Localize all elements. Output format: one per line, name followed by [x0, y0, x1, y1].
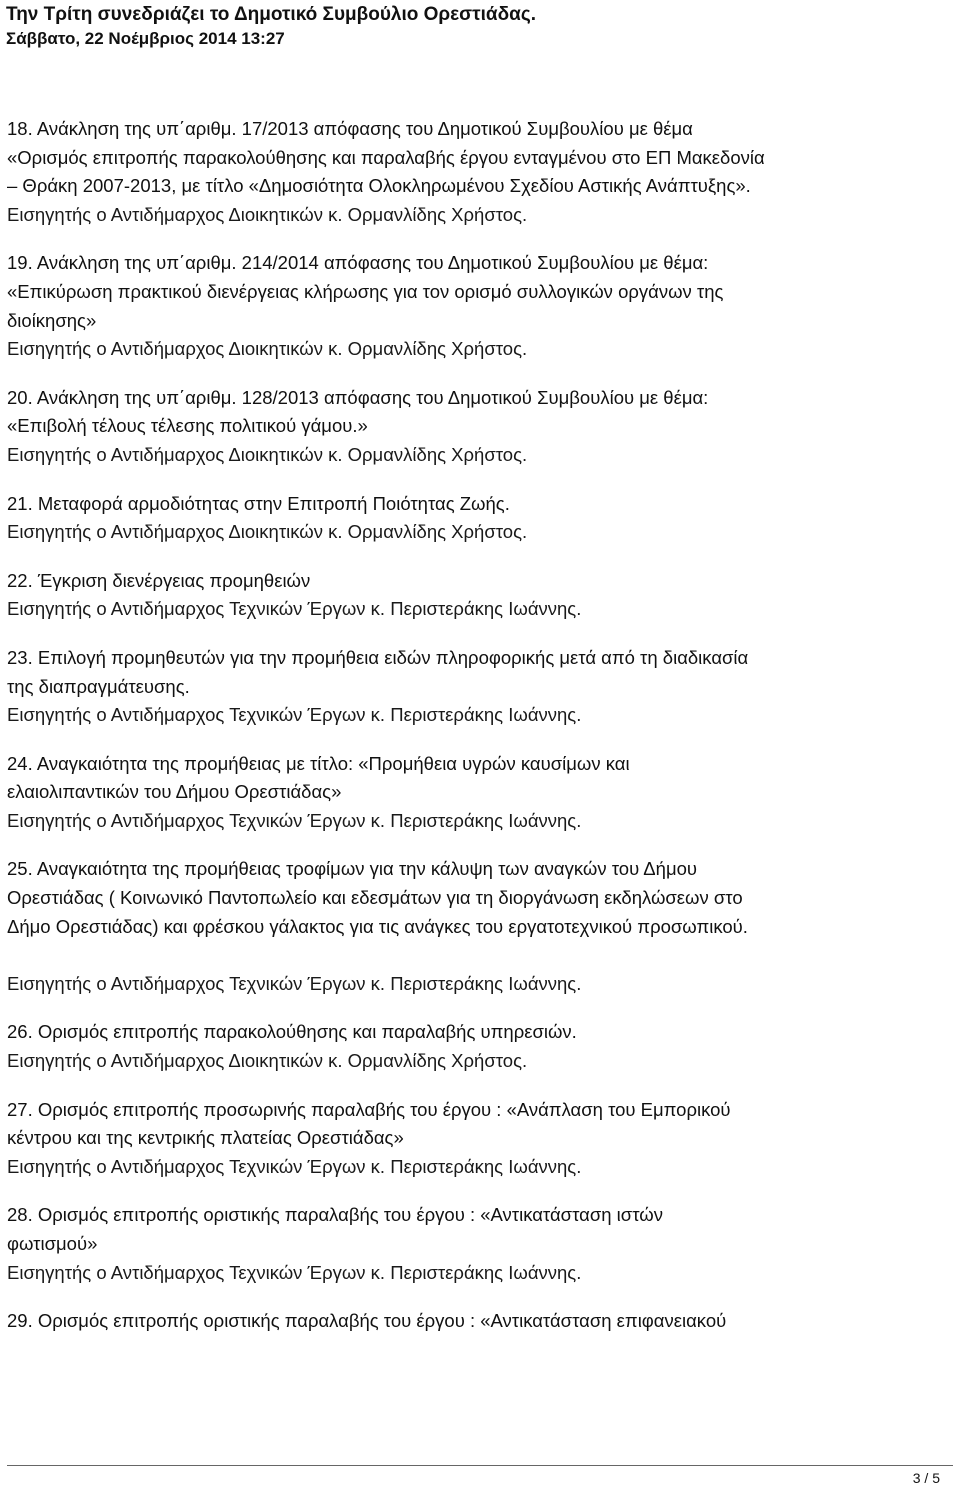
- agenda-item-text-line: 28. Ορισμός επιτροπής οριστικής παραλαβής του έργου : «Αντικατάσταση ιστών: [7, 1204, 663, 1226]
- agenda-item-text-line: 18. Ανάκληση της υπ΄αριθμ. 17/2013 απόφασης του Δημοτικού Συμβουλίου με θέμα: [7, 118, 693, 139]
- agenda-item-text-line: κέντρου και της κεντρικής πλατείας Ορεστιάδας»: [7, 1127, 404, 1149]
- agenda-item: [7, 1096, 953, 1182]
- agenda-item-text-line: 23. Επιλογή προμηθευτών για την προμήθεια ειδών πληροφορικής μετά από τη διαδικασία: [7, 646, 749, 668]
- agenda-item-text-line: [7, 941, 953, 970]
- agenda-item: [7, 115, 953, 229]
- agenda-item-text-line: Δήμο Ορεστιάδας) και φρέσκου γάλακτος για τις ανάγκες του εργατοτεχνικού προσωπικού.: [7, 915, 748, 937]
- agenda-item-rapporteur: Εισηγητής ο Αντιδήμαρχος Τεχνικών Έργων κ. Περιστεράκης Ιωάννης.: [7, 598, 582, 620]
- agenda-item: [7, 1018, 953, 1075]
- agenda-item-text-line: «Ορισμός επιτροπής παρακολούθησης και παραλαβής έργου ενταγμένου στο ΕΠ Μακεδονία: [7, 146, 765, 168]
- agenda-list: [7, 115, 953, 1356]
- agenda-item: [7, 1201, 953, 1287]
- agenda-item-text-line: 25. Αναγκαιότητα της προμήθειας τροφίμων για την κάλυψη των αναγκών του Δήμου: [7, 858, 698, 880]
- agenda-item-text-line: ελαιολιπαντικών του Δήμου Ορεστιάδας»: [7, 781, 342, 803]
- agenda-item: [7, 567, 953, 624]
- agenda-item-text-line: 29. Ορισμός επιτροπής οριστικής παραλαβής του έργου : «Αντικατάσταση επιφανειακού: [7, 1310, 727, 1332]
- agenda-item-rapporteur: Εισηγητής ο Αντιδήμαρχος Διοικητικών κ. Ορμανλίδης Χρήστος.: [7, 203, 528, 225]
- agenda-item-text-line: 26. Ορισμός επιτροπής παρακολούθησης και παραλαβής υπηρεσιών.: [7, 1021, 577, 1043]
- agenda-item-text-line: της διαπραγμάτευσης.: [7, 675, 190, 697]
- agenda-item: [7, 384, 953, 470]
- agenda-item-text-line: 20. Ανάκληση της υπ΄αριθμ. 128/2013 απόφασης του Δημοτικού Συμβουλίου με θέμα:: [7, 386, 709, 408]
- agenda-item-text-line: 27. Ορισμός επιτροπής προσωρινής παραλαβής του έργου : «Ανάπλαση του Εμπορικού: [7, 1098, 731, 1120]
- agenda-item-rapporteur: Εισηγητής ο Αντιδήμαρχος Τεχνικών Έργων κ. Περιστεράκης Ιωάννης.: [7, 704, 582, 726]
- agenda-item: [7, 644, 953, 730]
- agenda-item-rapporteur: Εισηγητής ο Αντιδήμαρχος Τεχνικών Έργων κ. Περιστεράκης Ιωάννης.: [7, 1155, 582, 1177]
- agenda-item-text-line: 21. Μεταφορά αρμοδιότητας στην Επιτροπή Ποιότητας Ζωής.: [7, 492, 510, 514]
- agenda-item-rapporteur: Εισηγητής ο Αντιδήμαρχος Διοικητικών κ. Ορμανλίδης Χρήστος.: [7, 443, 528, 465]
- agenda-item-rapporteur: Εισηγητής ο Αντιδήμαρχος Τεχνικών Έργων κ. Περιστεράκης Ιωάννης.: [7, 809, 582, 831]
- document-header: [6, 2, 946, 50]
- agenda-item-rapporteur: Εισηγητής ο Αντιδήμαρχος Τεχνικών Έργων κ. Περιστεράκης Ιωάννης.: [7, 1261, 582, 1283]
- agenda-item-text-line: 24. Αναγκαιότητα της προμήθειας με τίτλο: «Προμήθεια υγρών καυσίμων και: [7, 752, 630, 774]
- footer-divider: [7, 1465, 953, 1466]
- agenda-item-rapporteur: Εισηγητής ο Αντιδήμαρχος Διοικητικών κ. Ορμανλίδης Χρήστος.: [7, 521, 528, 543]
- agenda-item-rapporteur: Εισηγητής ο Αντιδήμαρχος Τεχνικών Έργων κ. Περιστεράκης Ιωάννης.: [7, 972, 582, 994]
- document-date: Σάββατο, 22 Νοέμβριος 2014 13:27: [6, 29, 285, 48]
- agenda-item-text-line: διοίκησης»: [7, 309, 97, 331]
- agenda-item: [7, 750, 953, 836]
- page-number: 3 / 5: [912, 1470, 940, 1486]
- document-title: Την Τρίτη συνεδριάζει το Δημοτικό Συμβούλιο Ορεστιάδας.: [6, 4, 536, 25]
- agenda-item-text-line: 22. Έγκριση διενέργειας προμηθειών: [7, 569, 311, 591]
- agenda-item-text-line: – Θράκη 2007-2013, με τίτλο «Δημοσιότητα Ολοκληρωμένου Σχεδίου Αστικής Ανάπτυξης».: [7, 175, 751, 197]
- agenda-item: [7, 1307, 953, 1336]
- agenda-item-text-line: φωτισμού»: [7, 1233, 98, 1254]
- agenda-item-text-line: «Επικύρωση πρακτικού διενέργειας κλήρωσης για τον ορισμό συλλογικών οργάνων της: [7, 280, 724, 302]
- agenda-item-rapporteur: Εισηγητής ο Αντιδήμαρχος Διοικητικών κ. Ορμανλίδης Χρήστος.: [7, 1050, 528, 1072]
- agenda-item-text-line: «Επιβολή τέλους τέλεσης πολιτικού γάμου.»: [7, 415, 368, 437]
- agenda-item: [7, 490, 953, 547]
- agenda-item-text-line: 19. Ανάκληση της υπ΄αριθμ. 214/2014 απόφασης του Δημοτικού Συμβουλίου με θέμα:: [7, 252, 709, 274]
- agenda-item: [7, 249, 953, 363]
- agenda-item-rapporteur: Εισηγητής ο Αντιδήμαρχος Διοικητικών κ. Ορμανλίδης Χρήστος.: [7, 338, 528, 360]
- agenda-item-text-line: Ορεστιάδας ( Κοινωνικό Παντοπωλείο και εδεσμάτων για τη διοργάνωση εκδηλώσεων στο: [7, 887, 743, 909]
- agenda-item: [7, 855, 953, 998]
